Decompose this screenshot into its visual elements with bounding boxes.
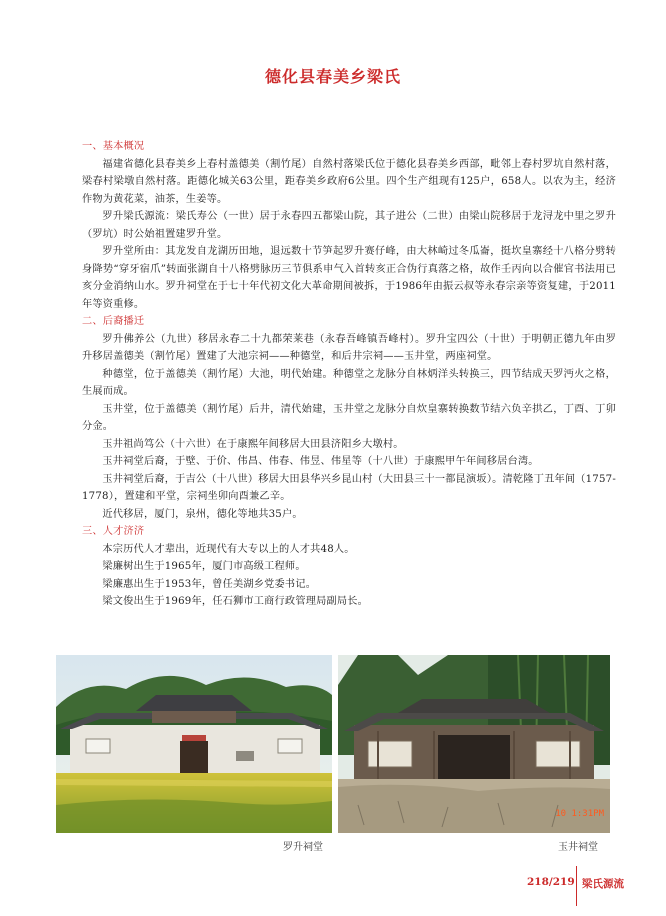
article-body xyxy=(82,138,616,611)
page-number: 218/219 xyxy=(527,876,575,888)
hall-photo-illustration xyxy=(56,655,332,833)
paragraph: 福建省德化县春美乡上春村盖德美（割竹尾）自然村落梁氏位于德化县春美乡西部，毗邻上春村罗坑自然村落，梁春村梁墩自然村落。距德化城关63公里，距春美乡政府6公里。四个生产组现有125户，658人。以农为主，经济作物为黄花菜，油茶，生姜等。 xyxy=(82,158,616,205)
paragraph: 近代移居，厦门，泉州，德化等地共35户。 xyxy=(102,508,303,520)
photo-luosheng-hall xyxy=(56,655,332,833)
section-migration xyxy=(82,313,616,523)
paragraph: 玉井祖尚笃公（十六世）在于康熙年间移居大田县济阳乡大墩村。 xyxy=(102,438,404,450)
paragraph: 罗升堂所由：其龙发自龙湖历田地，退远数十节笋起罗升赛仔峰，由大林崎过冬瓜崙，挺坎皇寨经十八格分劈转身降势“穿牙宿爪”转面张湖自十八格劈脉历三节俱系申气入首转亥正合伪行真落之格，故作壬丙向以合催官书法用已亥分金消纳山水。罗升祠堂在于七十年代初文化大革命期间被拆，于1986年由振云叔等永春宗亲等资复建，于2011年等资重修。 xyxy=(82,246,616,310)
paragraph: 梁廉惠出生于1953年，曾任美湖乡党委书记。 xyxy=(102,578,317,590)
paragraph: 梁文俊出生于1969年，任石狮市工商行政管理局副局长。 xyxy=(102,596,369,607)
section-talents xyxy=(82,523,616,611)
paragraph: 玉井祠堂后裔，于壁、于价、伟昌、伟春、伟昱、伟星等（十八世）于康熙甲午年间移居台湾。 xyxy=(102,456,539,467)
paragraph: 罗升梁氏源流：梁氏寿公（一世）居于永春四五都梁山院，其子进公（二世）由梁山院移居于龙浔龙中里之罗升（罗坑）时公始祖置建罗升堂。 xyxy=(82,211,616,240)
photo-caption: 罗升祠堂 xyxy=(283,842,323,853)
paragraph: 本宗历代人才辈出，近现代有大专以上的人才共48人。 xyxy=(102,543,355,555)
section-heading: 二、后裔播迁 xyxy=(82,316,145,327)
section-heading: 一、基本概况 xyxy=(82,141,145,152)
section-heading: 三、人才济济 xyxy=(82,526,145,537)
paragraph: 玉井堂，位于盖德美（割竹尾）后井，清代始建，玉井堂之龙脉分自炊皇寨转换数节结六负辛拱乙，丁酉、丁卯分金。 xyxy=(82,403,616,432)
section-basic xyxy=(82,138,616,313)
footer-divider xyxy=(576,866,577,906)
journal-name: 梁氏源流 xyxy=(582,878,624,890)
paragraph: 梁廉树出生于1965年，厦门市高级工程师。 xyxy=(102,561,306,572)
paragraph: 玉井祠堂后裔，于吉公（十八世）移居大田县华兴乡昆山村（大田县三十一都昆演坂）。清乾隆丁丑年间（1757-1778），置建和平堂，宗祠坐卯向酉兼乙辛。 xyxy=(82,473,616,502)
photo-date-stamp: 10 1:31PM xyxy=(555,809,604,819)
photo-caption: 玉井祠堂 xyxy=(558,842,598,853)
paragraph: 罗升佛养公（九世）移居永春二十九都荣莱巷（永春吾峰镇吾峰村）。罗升宝四公（十世）于明朝正德九年由罗升移居盖德美（割竹尾）置建了大池宗祠——种德堂，和后井宗祠——玉井堂，两座祠堂。 xyxy=(82,333,616,362)
paragraph: 种德堂，位于盖德美（割竹尾）大池，明代始建。种德堂之龙脉分自林炳洋头转换三，四节结成天罗沔火之格，生展而成。 xyxy=(82,368,616,397)
page-title: 德化县春美乡梁氏 xyxy=(264,67,401,86)
hall-photo-illustration xyxy=(338,655,610,833)
photo-yujing-hall xyxy=(338,655,610,833)
